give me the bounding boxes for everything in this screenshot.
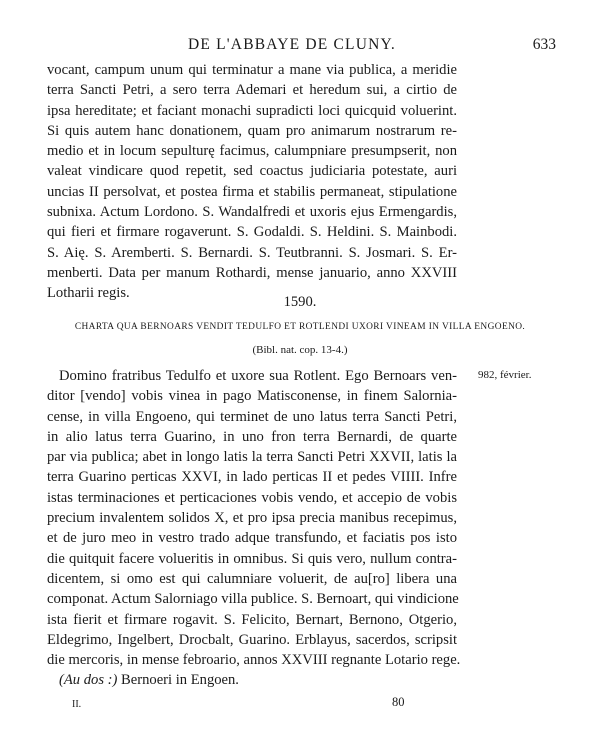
text-line: vocant, campum unum qui terminatur a mane via publica, a meridie [47,62,457,78]
charter-title: CHARTA QUA BERNOARS VENDIT TEDULFO ET ROTLENDI UXORI VINEAM IN VILLA ENGOENO. [74,322,526,332]
text-line: valeat vindicare quod repetit, sed coactus judiciaria potestate, auri [47,163,457,180]
footer-signature-mark: II. [72,699,82,710]
text-line: uncias II persolvat, et postea firma et stabilis permaneat, stipulatione [47,183,457,200]
charter-paragraph [47,366,461,691]
text-line: Domino fratribus Tedulfo et uxore sua Rotlent. Ego Bernoars ven- [59,368,457,384]
text-line: par via publica; abet in longo latis la terra Sancti Petri XXVII, latis la [47,449,457,466]
dorsal-note [47,670,457,690]
text-line: precium invalentem solidos X, et pro ipsa precia manibus recepimus, [47,510,457,527]
text-line: S. Aię. S. Aremberti. S. Bernardi. S. Teutbranni. S. Josmari. S. Er- [47,244,457,261]
text-line: dicentem, si omo est qui calumniare voluerit, de au[ro] libera una [47,570,457,587]
text-line: cense, in villa Engoeno, qui terminet de uno latus terra Sancti Petri, [47,408,457,425]
text-line: ditor [vendo] vobis vinea in pago Matisconense, in finem Salornia- [47,388,457,405]
text-line: menberti. Data per manum Rothardi, mense januario, anno XXVIII [47,264,457,281]
text-line: in alio latus terra Guarino, in uno fron terra Bernardi, de quarte [47,428,457,445]
text-line: Eldegrimo, Ingelbert, Drocbalt, Guarino. Erblayus, sacerdos, scripsit [47,631,457,648]
charter-number: 1590. [283,294,317,310]
text-line: Lotharii regis. [47,285,130,302]
text-line: terra Sancti Petri, a sero terra Ademari et heredum sui, a cirtio de [47,82,457,99]
footer-sheet-number: 80 [392,695,405,709]
dorsal-label: (Au dos :) [59,672,118,689]
text-line: istas terminaciones et perticaciones vobis vendo, et accepio de vobis [47,489,457,506]
text-line: die quitquit facere volueritis in omnibus. Si quis vero, nullum contra- [47,550,457,567]
text-line: medio et in locum sepulturę facimus, calumpniare presumpserit, non [47,143,457,160]
text-line: qui fieri et firmare rogaverunt. S. Godaldi. S. Heldini. S. Mainbodi. [47,224,457,241]
margin-date-note: 982, février. [478,369,532,381]
source-reference: (Bibl. nat. cop. 13-4.) [252,344,348,356]
dorsal-text: Bernoeri in Engoen. [117,672,239,689]
text-line: ista fierit et firmare rogavit. S. Felicito, Bernart, Bernono, Otgerio, [47,611,457,628]
text-line: ipsa hereditate; et faciant monachi supradicti loci quicquid voluerint. [47,102,457,119]
text-line: terra Guarino perticas XXVI, in lado perticas II et pedes VIIII. Infre [47,469,457,486]
charter-text [47,366,461,691]
running-title: DE L'ABBAYE DE CLUNY. [188,36,396,53]
text-line: Si quis autem hanc donationem, quam pro animarum nostrarum re- [47,122,457,139]
text-line: et de juro meo in vestro trado adque transfundo, et faciatis pos isto [47,530,457,547]
text-line: subnixa. Actum Lordono. S. Wandalfredi et uxoris ejus Ermengardis, [47,204,457,221]
text-line: die mercoris, in mense febroario, annos XXVIII regnante Lotario rege. [47,652,461,669]
text-line: componat. Actum Salorniago villa publice. S. Bernoart, qui vindicione [47,591,459,608]
page-number: 633 [532,36,556,53]
